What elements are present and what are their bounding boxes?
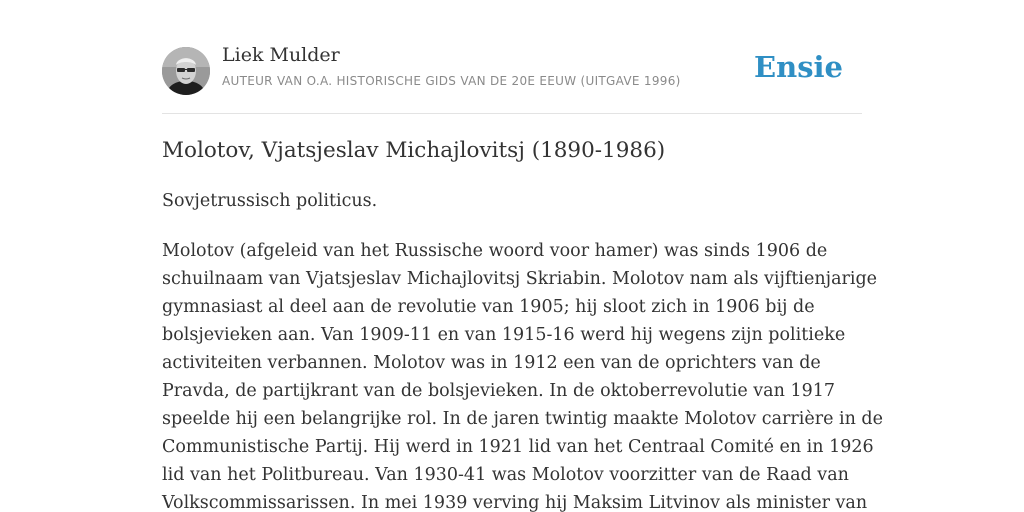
- body-line: gymnasiast al deel aan de revolutie van 1905; hij sloot zich in 1906 bij de: [162, 297, 815, 317]
- ensie-logo[interactable]: Ensie: [754, 50, 843, 84]
- body-line: Communistische Partij. Hij werd in 1921 lid van het Centraal Comité en in 1926: [162, 437, 874, 457]
- body-line: activiteiten verbannen. Molotov was in 1912 een van de oprichters van de: [162, 353, 821, 373]
- body-line: bolsjevieken aan. Van 1909-11 en van 1915-16 werd hij wegens zijn politieke: [162, 325, 846, 345]
- body-line: lid van het Politbureau. Van 1930-41 was Molotov voorzitter van de Raad van: [162, 465, 849, 485]
- author-avatar[interactable]: [162, 47, 210, 95]
- article-title: Molotov, Vjatsjeslav Michajlovitsj (1890-1986): [162, 138, 666, 163]
- body-line: Pravda, de partijkrant van de bolsjevieken. In de oktoberrevolutie van 1917: [162, 381, 835, 401]
- body-line: schuilnaam van Vjatsjeslav Michajlovitsj Skriabin. Molotov nam als vijftienjarige: [162, 269, 878, 289]
- article-subtitle: Sovjetrussisch politicus.: [162, 191, 378, 211]
- author-header: [162, 0, 862, 114]
- body-line: Molotov (afgeleid van het Russische woord voor hamer) was sinds 1906 de: [162, 241, 828, 261]
- author-name[interactable]: Liek Mulder: [222, 44, 340, 66]
- body-line: Volkscommissarissen. In mei 1939 verving hij Maksim Litvinov als minister van: [162, 493, 868, 512]
- content-column: [162, 0, 883, 512]
- author-description: AUTEUR VAN O.A. HISTORISCHE GIDS VAN DE 20E EEUW (UITGAVE 1996): [222, 74, 681, 88]
- body-line: speelde hij een belangrijke rol. In de jaren twintig maakte Molotov carrière in de: [162, 409, 883, 429]
- article-body: [162, 237, 883, 512]
